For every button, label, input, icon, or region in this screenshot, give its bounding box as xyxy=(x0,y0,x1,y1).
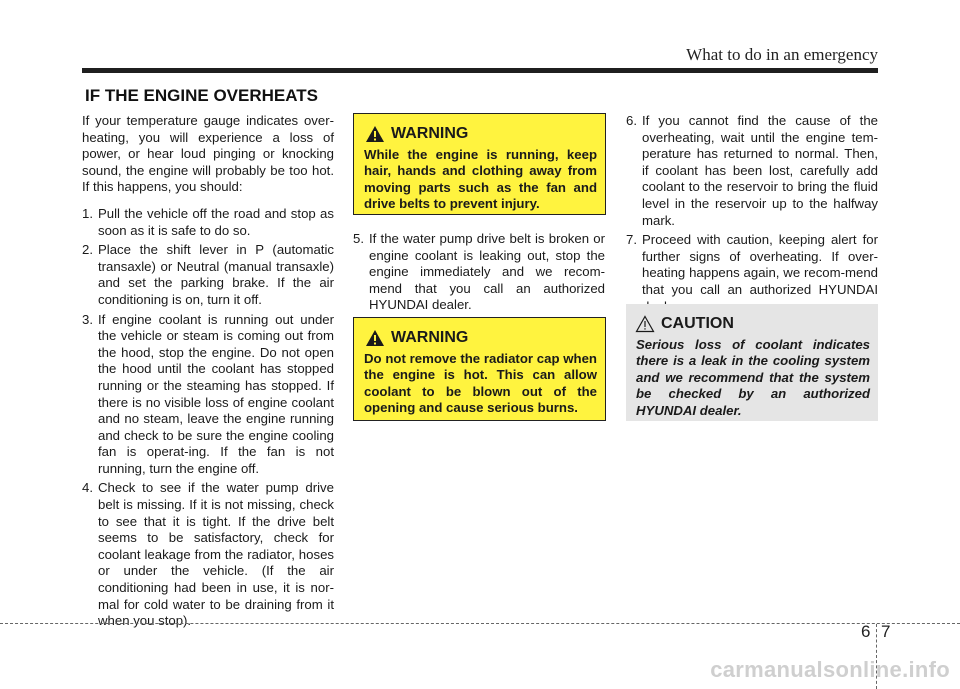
step-text: Pull the vehicle off the road and stop as soon as it is safe to do so. xyxy=(98,205,334,238)
steps-list-1 xyxy=(82,206,334,630)
step-number: 7. xyxy=(626,232,637,248)
footer-dashed-rule xyxy=(0,623,960,624)
watermark-logo: carmanualsonline.info xyxy=(710,657,950,682)
step-item xyxy=(82,206,334,239)
warning-label: WARNING xyxy=(391,329,469,346)
step-text: If engine coolant is running out under the vehicle or steam is coming out from the hood, stop the engine. Do not open the hood until the coolant has stopped running or the steaming has stopped. If there is no visible loss of engine coolant and no steam, leave the engine running and check to be sure the engine cooling fan is operat-ing. If the fan is not running, turn the engine off. xyxy=(98,311,334,476)
caution-heading xyxy=(635,315,734,333)
warning-text: While the engine is running, keep hair, hands and clothing away from moving parts such as the fan and drive belts to prevent injury. xyxy=(364,147,597,212)
step-number: 1. xyxy=(82,205,93,221)
step-item xyxy=(353,231,605,314)
step-number: 5. xyxy=(353,231,364,246)
column-right xyxy=(626,113,878,318)
caution-text: Serious loss of coolant indicates there is a leak in the cooling system and we recommend that the system be checked by an authorized HYUNDAI dealer. xyxy=(636,337,870,418)
warning-label: WARNING xyxy=(391,125,469,142)
step-text: If you cannot find the cause of the overheating, wait until the engine tem-perature has returned to normal. Then, if coolant has been lost, carefully add coolant to the reservoir to bring the fluid level in the reservoir up to the halfway mark. xyxy=(642,113,878,228)
section-header: What to do in an emergency xyxy=(686,45,878,64)
caution-box-coolant-leak xyxy=(626,304,878,421)
warning-text: Do not remove the radiator cap when the engine is hot. This can allow coolant to be blown out of the opening and cause serious burns. xyxy=(364,351,597,416)
step-item xyxy=(82,312,334,478)
step-item xyxy=(82,480,334,629)
warning-heading xyxy=(365,125,468,143)
caution-triangle-icon xyxy=(635,315,655,333)
step-text: Place the shift lever in P (automatic transaxle) or Neutral (manual transaxle) and set the parking brake. If the air conditioning is on, turn it off. xyxy=(98,242,334,307)
page-title: IF THE ENGINE OVERHEATS xyxy=(85,86,318,105)
step-number: 6. xyxy=(626,113,637,128)
step-item xyxy=(626,113,878,229)
step-number: 2. xyxy=(82,242,93,258)
warning-triangle-icon xyxy=(365,329,385,347)
step-item xyxy=(626,232,878,315)
chapter-number: 6 xyxy=(861,622,871,641)
step-item xyxy=(82,242,334,308)
warning-heading xyxy=(365,329,468,347)
intro-paragraph: If your temperature gauge indicates over-heating, you will experience a loss of power, or hear loud pinging or knocking sound, the engine will probably be too hot. If this happens, you should: xyxy=(82,113,334,195)
page-number: 7 xyxy=(881,622,891,641)
column-middle xyxy=(353,231,605,317)
column-left xyxy=(82,113,334,633)
caution-label: CAUTION xyxy=(661,315,734,332)
warning-box-moving-parts xyxy=(353,113,606,215)
step-number: 4. xyxy=(82,480,93,496)
header-rule xyxy=(82,68,878,73)
step-text: If the water pump drive belt is broken or engine coolant is leaking out, stop the engine immediately and we recom-mend that you call an authorized HYUNDAI dealer. xyxy=(369,231,605,313)
steps-list-2 xyxy=(353,231,605,314)
step-text: Proceed with caution, keeping alert for further signs of overheating. If over-heating happens again, we recom-mend that you call an authorized HYUNDAI xyxy=(642,232,878,297)
steps-list-3 xyxy=(626,113,878,315)
step-text: Check to see if the water pump drive belt is missing. If it is not missing, check to see that it is tight. If the drive belt seems to be satisfactory, check for coolant leakage from the radiator, hoses or under the vehicle. (If the air conditioning had been in use, it is nor-mal for cold water to be draining from it when you stop). xyxy=(98,480,334,629)
warning-box-radiator-cap xyxy=(353,317,606,421)
step-number: 3. xyxy=(82,311,93,327)
warning-triangle-icon xyxy=(365,125,385,143)
